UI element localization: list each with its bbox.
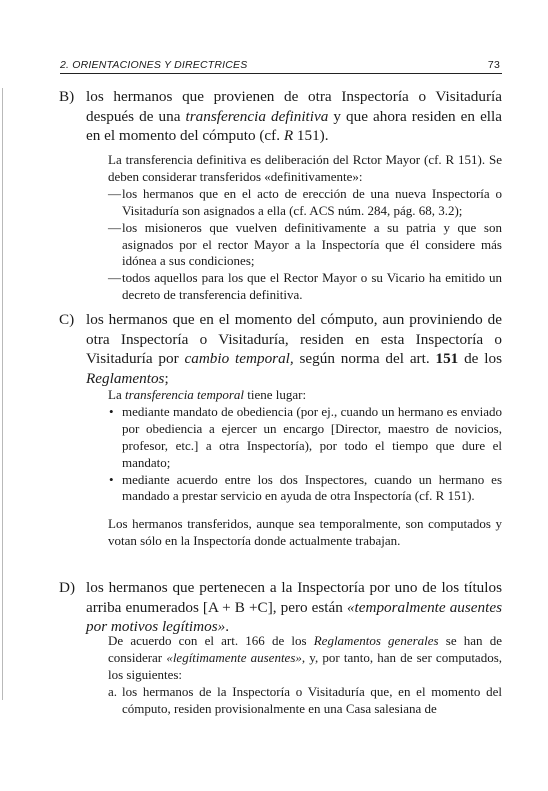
item-c-note-closing: Los hermanos transferidos, aunque sea temporalmente, son computados y votan sólo en la Inspectoría donde actualmente trabajan. xyxy=(108,516,502,549)
page-edge-rule xyxy=(2,88,3,700)
lettered-item-a xyxy=(108,684,502,718)
item-b-text: los hermanos que provienen de otra Inspectoría o Visitaduría después de una transferencia definitiva y que ahora residen en ella en el momento del cómputo (cf. R 151). xyxy=(86,88,502,144)
bullet-item: • mediante acuerdo entre los dos Inspectores, cuando un hermano es mandado a prestar servicio en ayuda de otra Inspectoría (cf. R 151). xyxy=(108,472,502,506)
item-c-note xyxy=(108,387,502,550)
item-d-note xyxy=(108,633,502,718)
item-b-note xyxy=(108,152,502,304)
item-d xyxy=(59,578,503,637)
dash-item: — los misioneros que vuelven definitivamente a su patria y que son asignados por el rector Mayor a la Inspectoría que él considere más idónea a sus condiciones; xyxy=(108,220,502,271)
item-d-label: D) xyxy=(59,579,76,596)
item-d-note-intro: De acuerdo con el art. 166 de los Reglamentos generales se han de considerar «legítimamente ausentes», y, por tanto, han de ser computados, los siguientes: xyxy=(108,633,503,682)
item-d-text: los hermanos que pertenecen a la Inspectoría por uno de los títulos arriba enumerados [A + B +C], pero están «temporalmente ausentes por motivos legítimos». xyxy=(86,579,503,635)
item-b-label: B) xyxy=(59,88,75,105)
section-title: 2. ORIENTACIONES Y DIRECTRICES xyxy=(60,59,248,71)
item-c-note-intro: La transferencia temporal tiene lugar: xyxy=(108,387,307,402)
bullet-item: • mediante mandato de obediencia (por ej., cuando un hermano es enviado por obediencia a ejercer un encargo [Director, maestro de novicios, profesor, etc.] a otra Inspectoría), por todo el tiempo que dure el mandato; xyxy=(108,404,502,472)
item-c xyxy=(59,310,502,388)
page-number: 73 xyxy=(487,59,500,71)
item-c-label: C) xyxy=(59,311,75,328)
lettered-item-label: a. xyxy=(108,683,118,699)
running-header xyxy=(60,59,502,74)
item-c-text: los hermanos que en el momento del cómputo, aun proviniendo de otra Inspectoría o Visitaduría, residen en esta Inspectoría o Visitaduría por cambio temporal, según norma del art. 151 de los Reglamentos; xyxy=(86,311,502,387)
item-b-note-intro: La transferencia definitiva es deliberación del Rctor Mayor (cf. R 151). Se deben considerar transferidos «definitivamente»: xyxy=(108,152,502,184)
item-b xyxy=(59,87,502,146)
dash-item: — todos aquellos para los que el Rector Mayor o su Vicario ha emitido un decreto de transferencia definitiva. xyxy=(108,270,502,304)
dash-item: — los hermanos que en el acto de erección de una nueva Inspectoría o Visitaduría son asignados a ella (cf. ACS núm. 284, pág. 68, 3.2); xyxy=(108,186,502,220)
lettered-item-text: los hermanos de la Inspectoría o Visitaduría que, en el momento del cómputo, residen provisionalmente en una Casa salesiana de xyxy=(122,683,502,716)
